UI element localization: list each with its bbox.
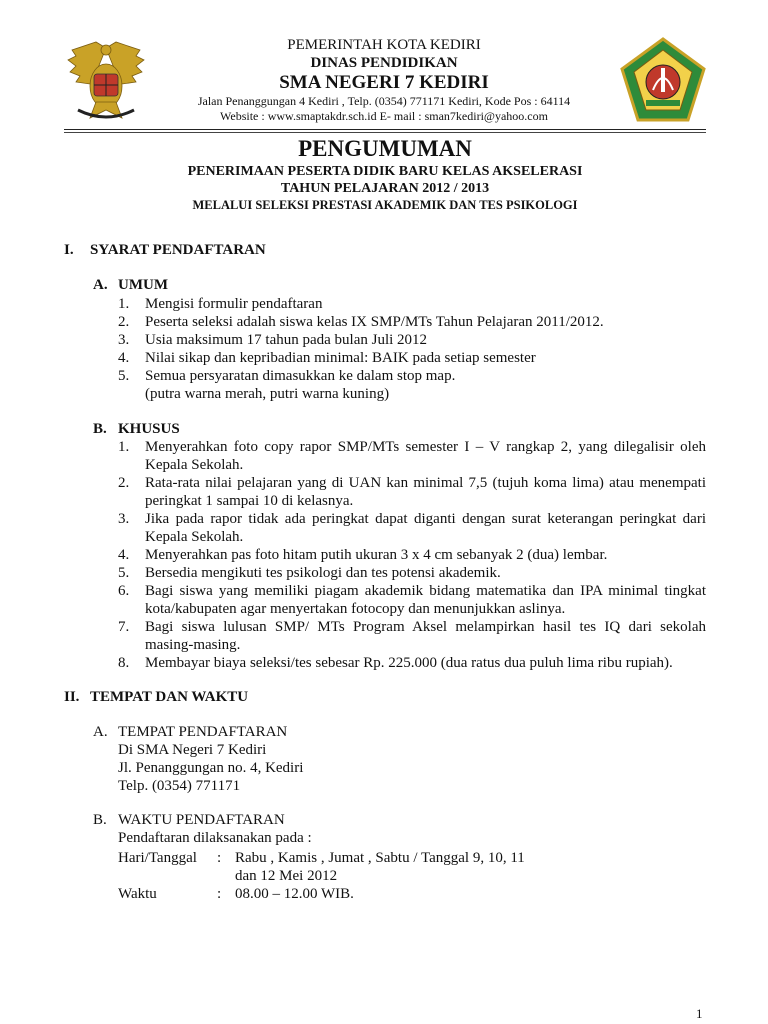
list-item-text: Semua persyaratan dimasukkan ke dalam stop map. <box>145 368 456 384</box>
schedule-time-label: Waktu <box>118 886 157 902</box>
list-item-number: 3. <box>118 511 130 527</box>
announcement-subtitle-1: PENERIMAAN PESERTA DIDIK BARU KELAS AKSELERASI <box>187 164 583 179</box>
list-item-number: 7. <box>118 619 130 635</box>
list-item-number: 3. <box>118 332 130 348</box>
letterhead-divider <box>64 129 706 130</box>
list-item-number: 1. <box>118 439 130 455</box>
subsection-letter: A. <box>93 724 108 740</box>
list-item-number: 6. <box>118 583 130 599</box>
list-item-continuation: Kepala Sekolah. <box>145 529 244 545</box>
letterhead-address: Jalan Penanggungan 4 Kediri , Telp. (0354) 771171 Kediri, Kode Pos : 64114 <box>197 94 571 108</box>
letterhead-school-name: SMA NEGERI 7 KEDIRI <box>279 72 489 93</box>
subsection-letter: A. <box>93 277 108 293</box>
list-item-number: 1. <box>118 296 130 312</box>
list-item-text: Jika pada rapor tidak ada peringkat dapat diganti dengan surat keterangan peringkat dari <box>145 511 706 527</box>
address-line: Telp. (0354) 771171 <box>118 778 241 794</box>
list-item-continuation: (putra warna merah, putri warna kuning) <box>145 386 390 402</box>
list-item-text: Menyerahkan foto copy rapor SMP/MTs semester I – V rangkap 2, yang dilegalisir oleh <box>145 439 706 455</box>
section-heading: TEMPAT DAN WAKTU <box>90 689 249 705</box>
list-item-text: Bagi siswa lulusan SMP/ MTs Program Aksel melampirkan hasil tes IQ dari sekolah <box>145 619 706 635</box>
list-item-number: 2. <box>118 475 130 491</box>
list-item-continuation: peringkat 1 sampai 10 di kelasnya. <box>145 493 354 509</box>
list-item-continuation: kota/kabupaten agar menyertakan fotocopy dan menunjukkan aslinya. <box>145 601 566 617</box>
schedule-day-continuation: dan 12 Mei 2012 <box>235 868 338 884</box>
list-item-number: 4. <box>118 547 130 563</box>
address-line: Di SMA Negeri 7 Kediri <box>118 742 267 758</box>
section-number: II. <box>64 689 80 705</box>
kediri-city-seal-icon <box>618 36 708 124</box>
schedule-day-label: Hari/Tanggal <box>118 850 197 866</box>
schedule-intro: Pendaftaran dilaksanakan pada : <box>118 830 312 846</box>
address-line: Jl. Penanggungan no. 4, Kediri <box>118 760 304 776</box>
letterhead-website: Website : www.smaptakdr.sch.id E- mail : sman7kediri@yahoo.com <box>220 109 548 123</box>
schedule-colon: : <box>217 850 222 866</box>
letterhead-department: DINAS PENDIDIKAN <box>310 55 458 71</box>
schedule-day-value: Rabu , Kamis , Jumat , Sabtu / Tanggal 9, 10, 11 <box>235 850 525 866</box>
list-item-number: 8. <box>118 655 130 671</box>
list-item-continuation: masing-masing. <box>145 637 241 653</box>
section-number: I. <box>64 242 74 258</box>
subsection-heading: WAKTU PENDAFTARAN <box>118 812 285 828</box>
list-item-text: Usia maksimum 17 tahun pada bulan Juli 2012 <box>145 332 428 348</box>
list-item-text: Rata-rata nilai pelajaran yang di UAN kan minimal 7,5 (tujuh koma lima) atau menempati <box>145 475 706 491</box>
announcement-title-block <box>64 135 706 214</box>
list-item-number: 5. <box>118 565 130 581</box>
list-item-number: 2. <box>118 314 130 330</box>
subsection-heading: TEMPAT PENDAFTARAN <box>118 724 288 740</box>
list-item-text: Mengisi formulir pendaftaran <box>145 296 323 312</box>
section-heading: SYARAT PENDAFTARAN <box>90 242 266 258</box>
list-item-text: Bersedia mengikuti tes psikologi dan tes potensi akademik. <box>145 565 501 581</box>
page-number: 1 <box>696 1006 703 1021</box>
list-item-text: Menyerahkan pas foto hitam putih ukuran 3 x 4 cm sebanyak 2 (dua) lembar. <box>145 547 608 563</box>
subsection-heading: UMUM <box>118 277 168 293</box>
list-item-text: Membayar biaya seleksi/tes sebesar Rp. 225.000 (dua ratus dua puluh lima ribu rupiah). <box>145 655 673 671</box>
garuda-emblem-icon <box>64 38 148 124</box>
list-item-text: Peserta seleksi adalah siswa kelas IX SMP/MTs Tahun Pelajaran 2011/2012. <box>145 314 604 330</box>
schedule-time-value: 08.00 – 12.00 WIB. <box>235 886 354 902</box>
subsection-letter: B. <box>93 812 107 828</box>
letterhead-divider-thin <box>64 132 706 133</box>
list-item-number: 4. <box>118 350 130 366</box>
schedule-colon: : <box>217 886 222 902</box>
announcement-title: PENGUMUMAN <box>298 136 472 161</box>
announcement-subtitle-2: TAHUN PELAJARAN 2012 / 2013 <box>280 181 490 196</box>
list-item-text: Bagi siswa yang memiliki piagam akademik bidang matematika dan IPA minimal tingkat <box>145 583 706 599</box>
subsection-letter: B. <box>93 421 107 437</box>
list-item-number: 5. <box>118 368 130 384</box>
letterhead-government: PEMERINTAH KOTA KEDIRI <box>287 37 481 53</box>
letterhead <box>150 36 618 124</box>
announcement-subtitle-3: MELALUI SELEKSI PRESTASI AKADEMIK DAN TES PSIKOLOGI <box>192 198 578 212</box>
list-item-continuation: Kepala Sekolah. <box>145 457 244 473</box>
subsection-heading: KHUSUS <box>118 421 180 437</box>
list-item-text: Nilai sikap dan kepribadian minimal: BAIK pada setiap semester <box>145 350 536 366</box>
